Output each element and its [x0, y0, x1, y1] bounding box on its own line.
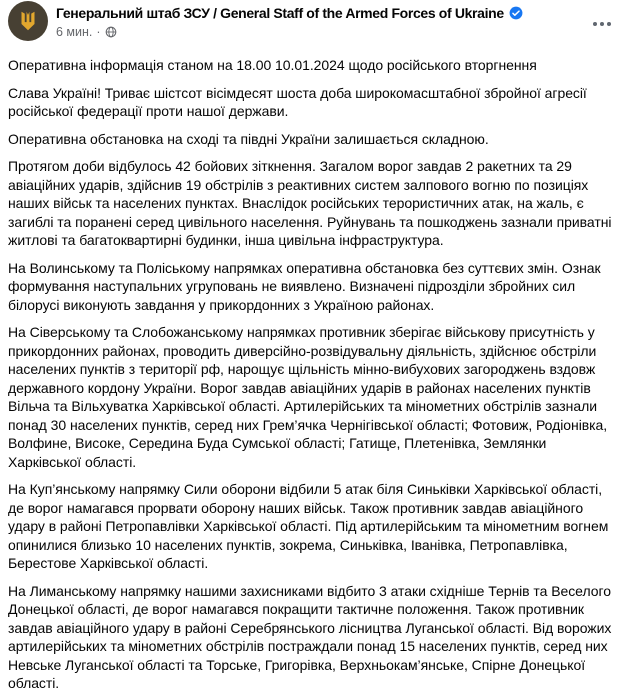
- meta-separator: ·: [96, 25, 101, 39]
- more-options-icon: [593, 22, 597, 26]
- post-paragraph: На Лиманському напрямку нашими захисниками відбито 3 атаки східніше Тернів та Веселого Донецької області, де ворог намагався покращити тактичне положення. Також противник завдав авіаційного удару в районі Серебрянського лісництва Луганської області. Від ворожих артилерійських та мінометних обстрілів постраждали понад 15 населених пунктів, серед них Невське Луганської області та Торське, Григорівка, Верхньокам’янське, Спірне Донецької області.: [8, 582, 612, 691]
- page-name-row: [56, 5, 523, 21]
- post-meta-row: [56, 25, 523, 39]
- post-paragraph: На Куп’янському напрямку Сили оборони відбили 5 атак біля Синьківки Харківської області, де ворог намагався прорвати оборону наших військ. Також противник завдав авіаційного удару в районі Петропавлівки Харківської області. Під артилерійським та мінометним вогнем опинилися близько 10 населених пунктів, зокрема, Синьківка, Іванівка, Петропавлівка, Берестове Харківської області.: [8, 481, 609, 571]
- post-body: [0, 56, 629, 693]
- post-header: [0, 0, 629, 41]
- avatar[interactable]: [8, 1, 48, 41]
- globe-icon: [105, 26, 117, 38]
- more-options-button[interactable]: [585, 14, 619, 34]
- trident-logo-icon: [15, 8, 41, 34]
- post-paragraph: Протягом доби відбулось 42 бойових зіткнення. Загалом ворог завдав 2 ракетних та 29 авіаційних ударів, здійснив 19 обстрілів з реактивних систем залпового вогню по позиціях наших військ та населених пунктах. Внаслідок російських терористичних атак, на жаль, є загиблі та поранені серед цивільного населення. Руйнувань та пошкоджень зазнали приватні житлові та багатоквартирні будинки, інша цивільна інфраструктура.: [8, 158, 612, 248]
- post-paragraph: Оперативна інформація станом на 18.00 10.01.2024 щодо російського вторгнення: [8, 57, 537, 73]
- post-paragraph: На Волинському та Поліському напрямках оперативна обстановка без суттєвих змін. Ознак формування наступальних угруповань не виявлено. Визначені підрозділи збройних сил білорусі виконують завдання у прикордонних з Україною районах.: [8, 259, 601, 313]
- post-paragraph: На Сіверському та Слобожанському напрямках противник зберігає військову присутність у прикордонних районах, проводить диверсійно-розвідувальну діяльність, здійснює обстріли населених пунктів з території рф, нарощує щільність мінно-вибухових загороджень вздовж державного кордону України. Ворог завдав авіаційних ударів в районах населених пунктів Вільча та Вільхуватка Харківської області. Артилерійських та мінометних обстрілів зазнали понад 30 населених пунктів, серед них Грем’ячка Чернігівської області; Фотовиж, Родіонівка, Волфине, Високе, Середина Буда Сумської області; Гатище, Плетенівка, Землянки Харківської області.: [8, 324, 608, 470]
- verified-badge-icon: [509, 6, 523, 20]
- page-name[interactable]: Генеральний штаб ЗСУ / General Staff of the Armed Forces of Ukraine: [56, 5, 504, 21]
- post-paragraph: Оперативна обстановка на сході та півдні України залишається складною.: [8, 130, 489, 147]
- header-text: [56, 1, 523, 39]
- post-paragraph: Слава Україні! Триває шістсот вісімдесят шоста доба широкомасштабної збройної агресії російської федерації проти нашої держави.: [8, 84, 587, 119]
- timestamp[interactable]: 6 мин.: [56, 25, 93, 39]
